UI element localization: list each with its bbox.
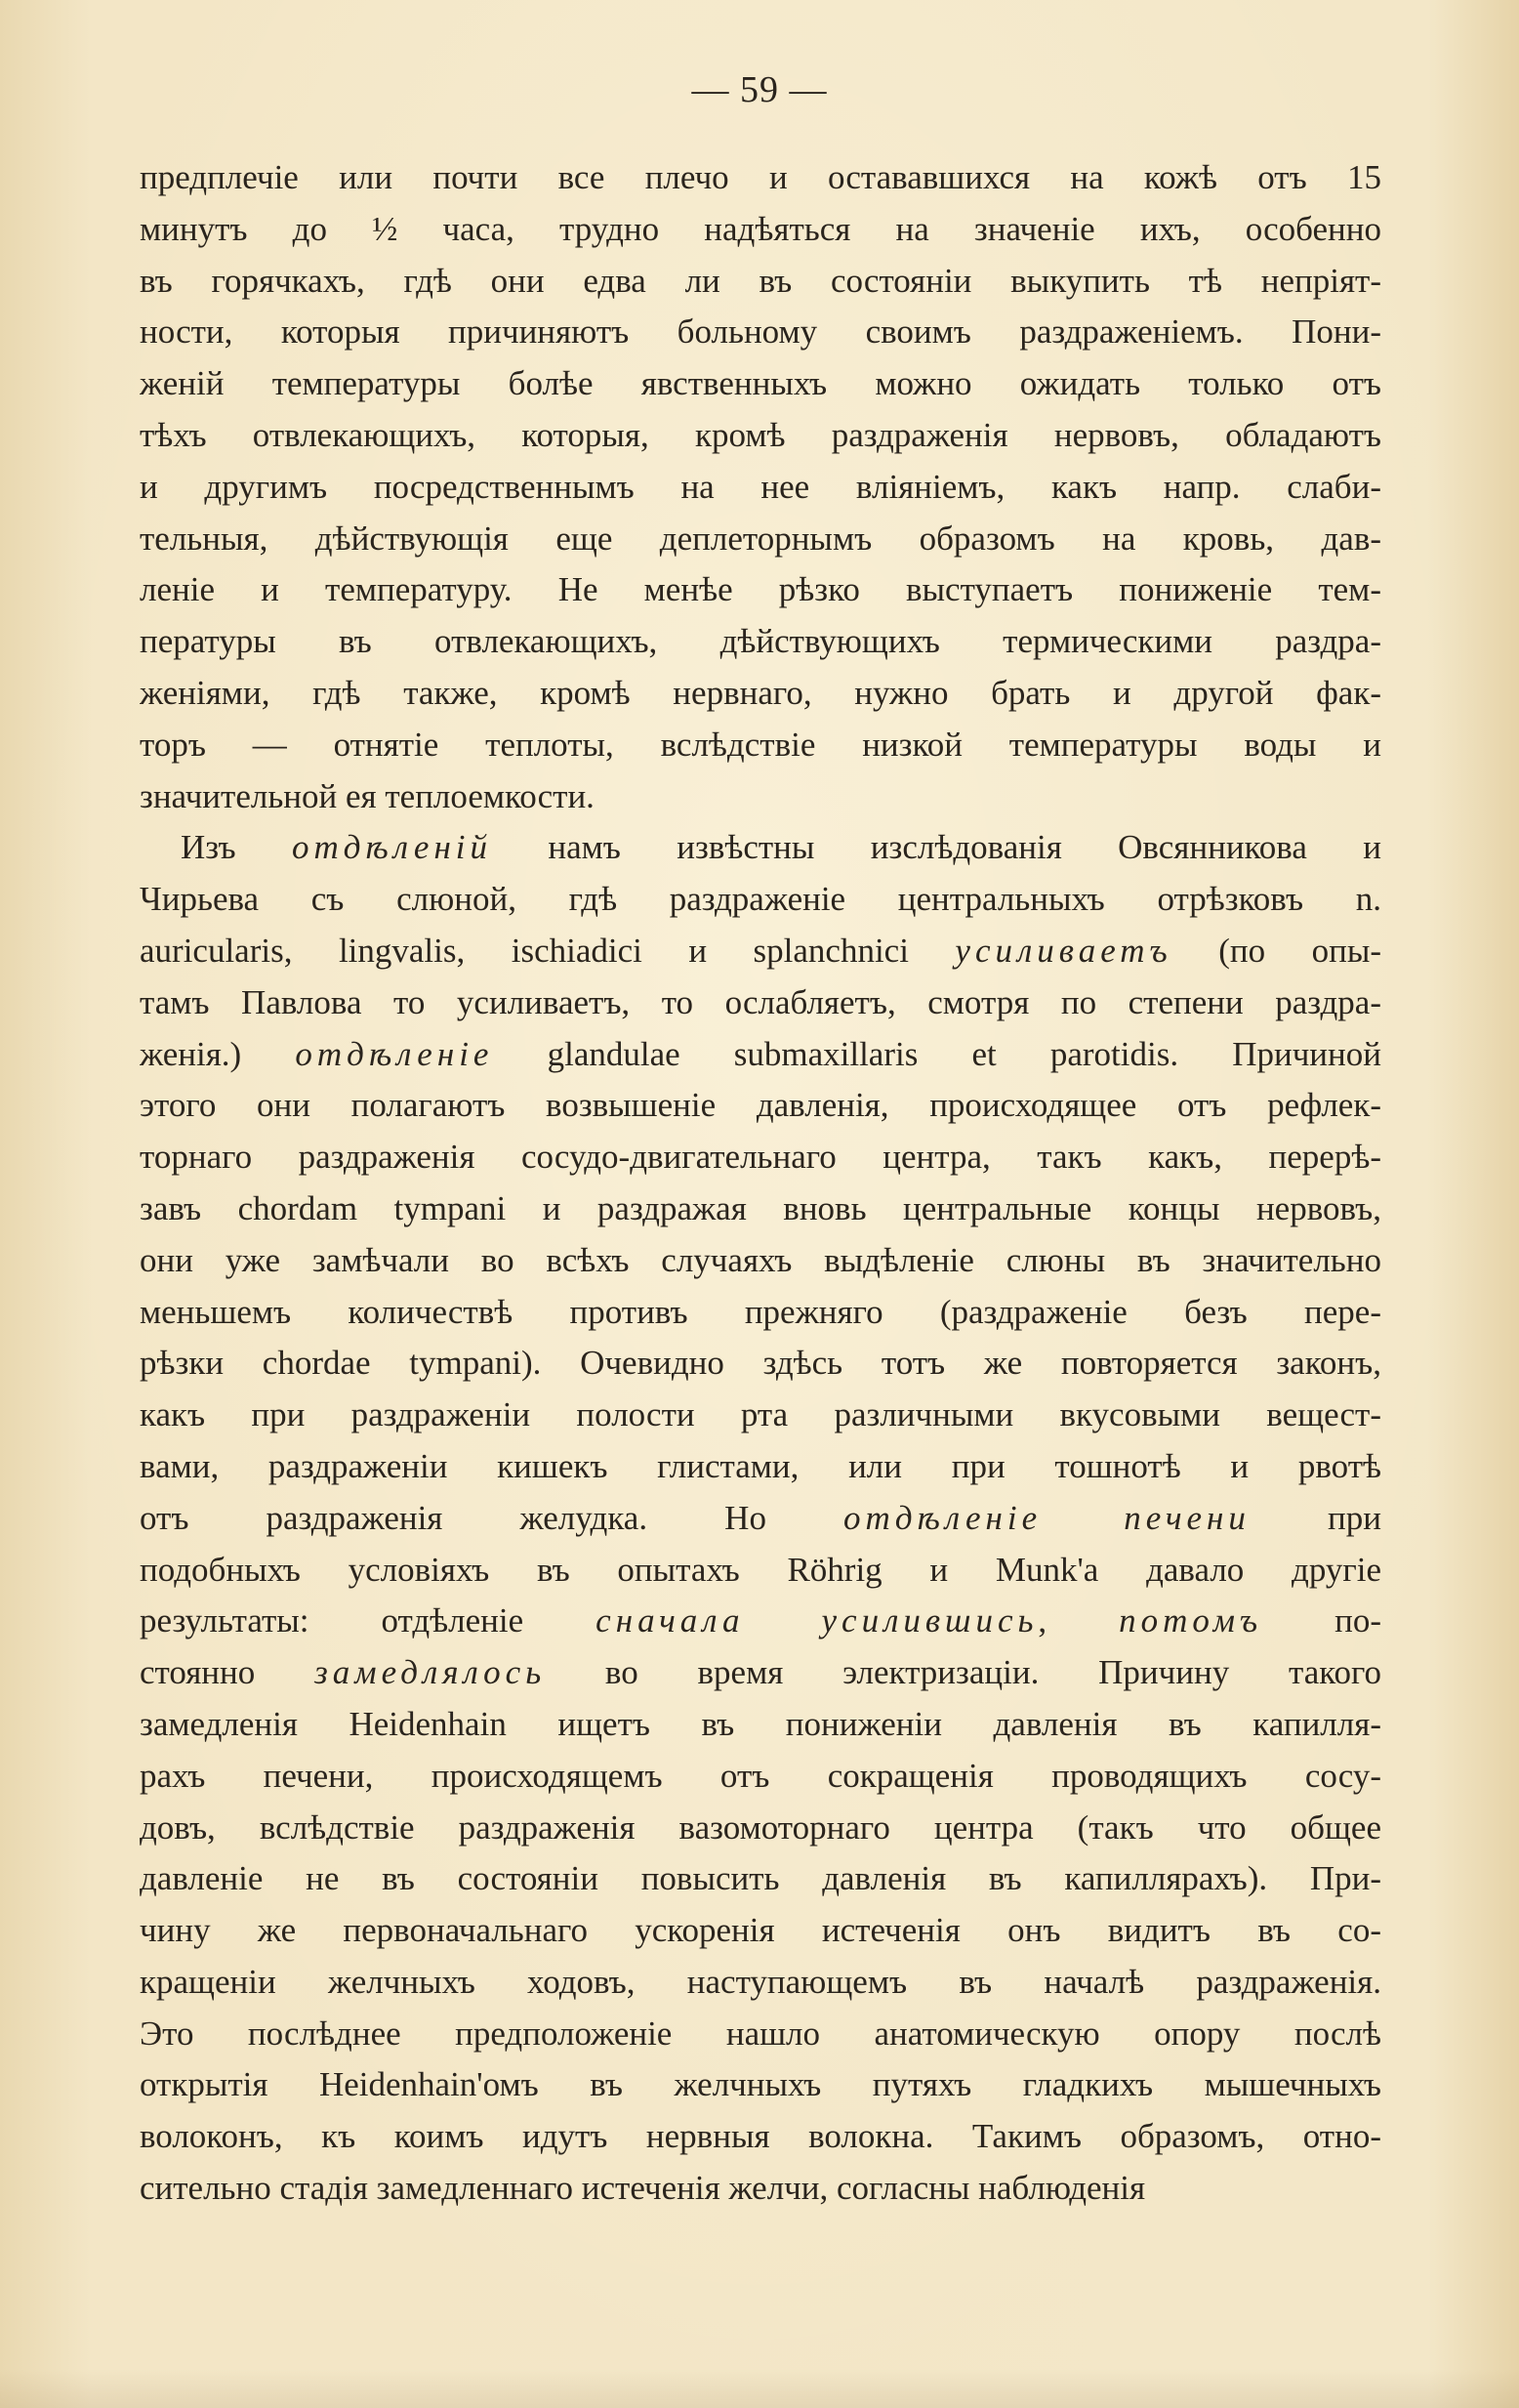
text-line	[140, 874, 1381, 926]
text-segment: этого они полагаютъ возвышеніе давленія, происходящее отъ рефлек-	[140, 1086, 1381, 1125]
text-segment: сначала усилившись	[595, 1601, 1039, 1640]
text-line	[140, 1647, 1381, 1699]
text-line	[140, 977, 1381, 1029]
text-line	[140, 2009, 1381, 2060]
paragraph-1	[140, 152, 1381, 822]
text-segment: ,	[1038, 1601, 1120, 1640]
text-line	[140, 2163, 1381, 2215]
text-line	[140, 256, 1381, 308]
text-segment: glandulae submaxillaris et parotidis. Причиной	[493, 1034, 1381, 1073]
text-line	[140, 822, 1381, 874]
text-line	[140, 1545, 1381, 1597]
page-edge-shadow	[0, 2369, 1519, 2408]
text-segment: кращеніи желчныхъ ходовъ, наступающемъ въ началѣ раздраженія.	[140, 1962, 1381, 2001]
text-segment: въ горячкахъ, гдѣ они едва ли въ состояніи выкупить тѣ непріят-	[140, 261, 1381, 300]
text-segment: предплечіе или почти все плечо и остававшихся на кожѣ отъ 15	[140, 158, 1381, 196]
text-segment: стоянно	[140, 1653, 315, 1692]
text-line	[140, 1029, 1381, 1081]
text-segment: открытія Heidenhain'омъ въ желчныхъ путяхъ гладкихъ мышечныхъ	[140, 2065, 1381, 2104]
text-segment: auricularis, lingvalis, ischiadici и splanchnici	[140, 931, 956, 970]
text-segment: отъ раздраженія желудка. Но	[140, 1498, 844, 1537]
text-segment: женіями, гдѣ также, кромѣ нервнаго, нужно брать и другой фак-	[140, 673, 1381, 712]
text-line	[140, 1853, 1381, 1905]
text-segment: чину же первоначальнаго ускоренія истеченія онъ видитъ въ со-	[140, 1911, 1381, 1950]
text-segment: женія.)	[140, 1034, 296, 1073]
text-line	[140, 462, 1381, 514]
text-line	[140, 1183, 1381, 1235]
text-segment: сительно стадія замедленнаго истеченія желчи, согласны наблюденія	[140, 2169, 1146, 2208]
text-segment: завъ chordam tympani и раздражая вновь центральные концы нервовъ,	[140, 1188, 1381, 1227]
text-segment: довъ, вслѣдствіе раздраженія вазомоторнаго центра (такъ что общее	[140, 1807, 1381, 1847]
text-segment: меньшемъ количествѣ противъ прежняго (раздраженіе безъ пере-	[140, 1292, 1381, 1331]
text-segment: результаты: отдѣленіе	[140, 1601, 596, 1640]
text-segment: они уже замѣчали во всѣхъ случаяхъ выдѣленіе слюны въ значительно	[140, 1240, 1381, 1279]
text-line	[140, 564, 1381, 616]
text-segment: (по опы-	[1171, 931, 1381, 970]
text-segment: потомъ	[1119, 1601, 1263, 1640]
text-segment: давленіе не въ состояніи повысить давленія въ капиллярахъ). При-	[140, 1859, 1381, 1898]
text-segment: подобныхъ условіяхъ въ опытахъ Röhrig и Munk'а давало другіе	[140, 1550, 1381, 1589]
text-segment: тѣхъ отвлекающихъ, которыя, кромѣ раздраженія нервовъ, обладаютъ	[140, 415, 1381, 454]
text-segment: вами, раздраженіи кишекъ глистами, или при тошнотѣ и рвотѣ	[140, 1446, 1381, 1485]
text-segment: замедлялось	[314, 1653, 547, 1692]
text-segment: торнаго раздраженія сосудо-двигательнаго центра, такъ какъ, перерѣ-	[140, 1138, 1381, 1177]
text-line	[140, 1699, 1381, 1751]
text-line	[140, 2111, 1381, 2163]
text-line	[140, 1905, 1381, 1957]
text-line	[140, 152, 1381, 204]
text-segment: волоконъ, къ коимъ идутъ нервныя волокна. Такимъ образомъ, отно-	[140, 2117, 1381, 2156]
text-segment: Изъ	[181, 828, 292, 867]
text-segment: ности, которыя причиняютъ больному своимъ раздраженіемъ. Пони-	[140, 312, 1381, 352]
text-line	[140, 616, 1381, 668]
paragraph-2	[140, 822, 1381, 2215]
text-line	[140, 1441, 1381, 1493]
text-line	[140, 720, 1381, 771]
text-segment: замедленія Heidenhain ищетъ въ пониженіи давленія въ капилля-	[140, 1704, 1381, 1743]
page-number: — 59 —	[691, 69, 828, 110]
text-line	[140, 358, 1381, 410]
text-line	[140, 1338, 1381, 1390]
text-segment: пературы въ отвлекающихъ, дѣйствующихъ термическими раздра-	[140, 622, 1381, 661]
text-line	[140, 2059, 1381, 2111]
text-line	[140, 1957, 1381, 2009]
text-segment: значительной ея теплоемкости.	[140, 776, 595, 815]
text-line	[140, 204, 1381, 256]
text-segment: рѣзки chordae tympani). Очевидно здѣсь тотъ же повторяется законъ,	[140, 1344, 1381, 1383]
text-line	[140, 1287, 1381, 1339]
text-line	[140, 926, 1381, 977]
text-segment: торъ — отнятіе теплоты, вслѣдствіе низкой температуры воды и	[140, 725, 1381, 764]
text-line	[140, 1493, 1381, 1545]
text-line	[140, 1596, 1381, 1647]
text-segment: при	[1250, 1498, 1381, 1537]
text-line	[140, 1390, 1381, 1441]
text-line	[140, 1803, 1381, 1854]
text-segment: рахъ печени, происходящемъ отъ сокращенія проводящихъ сосу-	[140, 1756, 1381, 1795]
text-segment: Чирьева съ слюной, гдѣ раздраженіе центральныхъ отрѣзковъ n.	[140, 880, 1381, 919]
text-segment: какъ при раздраженіи полости рта различными вкусовыми вещест-	[140, 1395, 1381, 1434]
text-segment: минутъ до ½ часа, трудно надѣяться на значеніе ихъ, особенно	[140, 209, 1381, 248]
text-line	[140, 668, 1381, 720]
text-segment: тамъ Павлова то усиливаетъ, то ослабляетъ, смотря по степени раздра-	[140, 982, 1381, 1021]
text-segment: намъ извѣстны изслѣдованія Овсянникова и	[492, 828, 1381, 867]
text-segment: и другимъ посредственнымъ на нее вліяніемъ, какъ напр. слаби-	[140, 467, 1381, 506]
text-segment: леніе и температуру. Не менѣе рѣзко выступаетъ пониженіе тем-	[140, 570, 1381, 609]
text-line	[140, 1235, 1381, 1287]
text-line	[140, 1132, 1381, 1183]
text-segment: тельныя, дѣйствующія еще деплеторнымъ образомъ на кровь, дав-	[140, 519, 1381, 558]
text-segment: во время электризаціи. Причину такого	[546, 1653, 1381, 1692]
text-line	[140, 1080, 1381, 1132]
body-text	[140, 152, 1381, 2215]
text-segment: женій температуры болѣе явственныхъ можно ожидать только отъ	[140, 364, 1381, 403]
text-line	[140, 771, 1381, 823]
text-segment: отдѣленій	[291, 828, 493, 867]
text-segment: по-	[1262, 1601, 1381, 1640]
text-line	[140, 410, 1381, 462]
text-line	[140, 1751, 1381, 1803]
text-segment: отдѣленіе	[295, 1034, 494, 1073]
text-segment: отдѣленіе печени	[843, 1498, 1251, 1537]
text-line	[140, 514, 1381, 565]
text-segment: усиливаетъ	[955, 931, 1172, 970]
text-line	[140, 307, 1381, 358]
text-segment: Это послѣднее предположеніе нашло анатомическую опору послѣ	[140, 2014, 1381, 2053]
